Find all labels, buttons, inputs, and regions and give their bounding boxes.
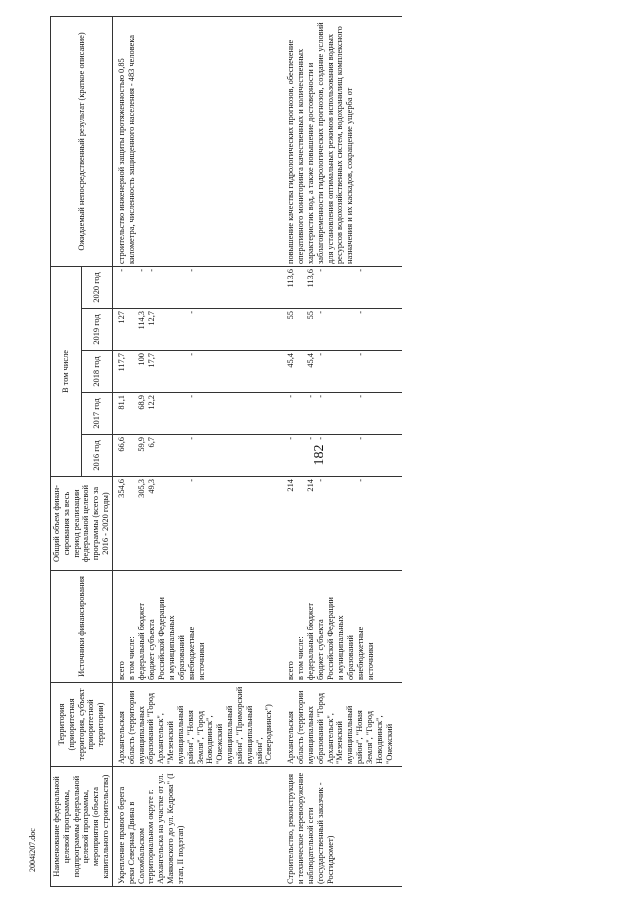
row-2017 — [282, 393, 402, 435]
cell-line: образований — [176, 635, 186, 680]
cell-line — [157, 479, 167, 568]
cell-line: 12,7 — [146, 311, 156, 326]
cell-line — [296, 395, 306, 432]
cell-line: - — [316, 395, 326, 398]
cell-line — [336, 311, 346, 348]
cell-line: образований — [346, 635, 356, 680]
row-result: строительство инженерной защиты протяженностью 0,85 километра, численность защищенного населения - 483 человека — [112, 17, 282, 267]
cell-line: - — [186, 479, 196, 482]
cell-line — [366, 479, 376, 568]
cell-line: в том числе: — [126, 636, 136, 680]
cell-line: - — [186, 353, 196, 356]
cell-line: 127 — [116, 311, 126, 324]
cell-line — [177, 269, 187, 306]
cell-line — [197, 353, 207, 390]
row-territory: Архангельская область (территории муниципальных образований "Город Архангельск", "Мезенский муниципальный район", "Новая Земля", "Город Новодвинск", "Онежский — [282, 683, 402, 767]
cell-line — [167, 353, 177, 390]
cell-line: 81,1 — [116, 395, 126, 410]
cell-line: 12,2 — [146, 395, 156, 410]
cell-line: - — [356, 353, 366, 356]
cell-line — [366, 269, 376, 306]
header-year-2019: 2019 год — [81, 309, 112, 351]
row-territory: Архангельская область (территории муниципальных образований "Город Архангельск", "Мезенский муниципальный район", "Новая Земля", "Город Новодвинск", "Онежский муниципальный район", "Приморский муниципальный район", "Северодвинск") — [112, 683, 282, 767]
row-2017 — [112, 393, 282, 435]
cell-line: - — [316, 479, 326, 482]
cell-line: - — [286, 395, 296, 398]
cell-line: 100 — [136, 353, 146, 366]
cell-line — [296, 311, 306, 348]
table-row — [112, 17, 282, 887]
cell-line: - — [356, 269, 366, 272]
cell-line: - — [186, 437, 196, 440]
cell-line — [296, 437, 306, 474]
cell-line: - — [306, 437, 316, 440]
cell-line — [336, 269, 346, 306]
cell-line: 55 — [306, 311, 316, 320]
cell-line: бюджет субъекта — [146, 619, 156, 680]
row-total — [282, 477, 402, 571]
cell-line — [336, 479, 346, 568]
cell-line — [197, 311, 207, 348]
cell-line: всего — [286, 661, 296, 680]
cell-line: 114,3 — [136, 311, 146, 330]
header-result: Ожидаемый непосредственный результат (краткое описание) — [51, 17, 113, 267]
cell-line: в том числе: — [296, 636, 306, 680]
cell-line: - — [316, 353, 326, 356]
cell-line — [326, 395, 336, 432]
cell-line — [127, 353, 137, 390]
cell-line — [326, 353, 336, 390]
cell-line — [157, 437, 167, 474]
cell-line: - — [316, 269, 326, 272]
cell-line: - — [186, 269, 196, 272]
cell-line — [336, 437, 346, 474]
cell-line — [167, 311, 177, 348]
page-number: 182 — [312, 444, 327, 466]
row-sources — [282, 571, 402, 683]
row-sources — [112, 571, 282, 683]
row-2019 — [282, 309, 402, 351]
cell-line: 66,6 — [116, 437, 126, 452]
cell-line: всего — [116, 661, 126, 680]
cell-line: - — [356, 479, 366, 482]
cell-line — [346, 353, 356, 390]
cell-line — [197, 269, 207, 306]
cell-line — [366, 353, 376, 390]
cell-line: Российской Федерации — [326, 597, 336, 680]
cell-line — [177, 353, 187, 390]
cell-line — [336, 395, 346, 432]
cell-line: источники — [196, 642, 206, 680]
header-sources: Источники финансирования — [51, 571, 113, 683]
cell-line — [127, 311, 137, 348]
cell-line: федеральный бюджет — [306, 602, 316, 680]
cell-line: Российской Федерации — [156, 597, 166, 680]
cell-line: 113,6 — [306, 269, 316, 288]
cell-line: 214 — [306, 479, 316, 492]
footer-file-code: 2004i207.doc — [28, 828, 37, 872]
cell-line — [366, 437, 376, 474]
cell-line — [167, 395, 177, 432]
cell-line — [197, 395, 207, 432]
cell-line: внебюджетные — [356, 626, 366, 680]
cell-line: 55 — [286, 311, 296, 320]
cell-line — [197, 437, 207, 474]
cell-line — [177, 395, 187, 432]
cell-line — [127, 269, 137, 306]
cell-line — [157, 395, 167, 432]
header-year-2018: 2018 год — [81, 351, 112, 393]
cell-line: источники — [366, 642, 376, 680]
cell-line — [296, 479, 306, 568]
cell-line: 17,7 — [146, 353, 156, 368]
row-2018 — [282, 351, 402, 393]
cell-line — [346, 395, 356, 432]
table-row — [282, 17, 402, 887]
cell-line: бюджет субъекта — [316, 619, 326, 680]
cell-line: 6,7 — [146, 437, 156, 448]
cell-line: внебюджетные — [186, 626, 196, 680]
cell-line: - — [146, 269, 156, 272]
cell-line — [167, 437, 177, 474]
header-name: Наименование федеральной целевой программы, подпрограммы федеральной целевой программы, мероприятия (объекта капитального строительства) — [51, 767, 113, 887]
cell-line — [127, 479, 137, 568]
cell-line: - — [116, 269, 126, 272]
cell-line — [326, 437, 336, 474]
cell-line: 305,3 — [136, 479, 146, 498]
cell-line: - — [306, 395, 316, 398]
row-result: повышение качества гидрологических прогнозов, обеспечение оперативного мониторинга качественных и количественных характеристик вод, а также повышение достоверности и заблаговременности гидрологических прогнозов, создание условий для установления оптимальных режимов использования водных ресурсов водохозяйственных систем, водохранилищ комплексного назначения и их каскадов, сокращение ущерба от — [282, 17, 402, 267]
cell-line: и муниципальных — [166, 615, 176, 680]
row-total — [112, 477, 282, 571]
row-2019 — [112, 309, 282, 351]
cell-line — [197, 479, 207, 568]
cell-line: - — [316, 437, 326, 440]
cell-line: 45,4 — [286, 353, 296, 368]
cell-line: 45,4 — [306, 353, 316, 368]
financing-table — [50, 16, 402, 887]
row-2016 — [282, 435, 402, 477]
cell-line: - — [356, 437, 366, 440]
cell-line: - — [186, 311, 196, 314]
cell-line — [346, 311, 356, 348]
row-2020 — [112, 267, 282, 309]
cell-line: 113,6 — [286, 269, 296, 288]
cell-line — [177, 437, 187, 474]
cell-line: - — [136, 269, 146, 272]
cell-line — [127, 395, 137, 432]
row-name: Укрепление правого берега реки Северная Двина в Соломбальском территориальном округе г. Архангельска на участке от ул. Маяковского до ул. Кедрова" (I этап, II подэтап) — [112, 767, 282, 887]
cell-line — [326, 479, 336, 568]
cell-line: - — [186, 395, 196, 398]
cell-line: - — [356, 395, 366, 398]
cell-line — [326, 269, 336, 306]
cell-line — [157, 353, 167, 390]
cell-line — [326, 311, 336, 348]
cell-line: 354,6 — [116, 479, 126, 498]
cell-line: - — [356, 311, 366, 314]
cell-line — [177, 479, 187, 568]
cell-line — [366, 395, 376, 432]
cell-line: 214 — [286, 479, 296, 492]
cell-line: федеральный бюджет — [136, 602, 146, 680]
header-territory: Территория (приоритетная территория, субъект приоритетной территории) — [51, 683, 113, 767]
cell-line — [157, 311, 167, 348]
cell-line: 68,9 — [136, 395, 146, 410]
cell-line — [167, 479, 177, 568]
cell-line — [336, 353, 346, 390]
header-year-2017: 2017 год — [81, 393, 112, 435]
rotated-program-table — [50, 17, 610, 887]
cell-line — [296, 269, 306, 306]
row-name: Строительство, реконструкция и техническое перевооружение наблюдательной сети (государственный заказчик - Росгидромет) — [282, 767, 402, 887]
header-including: В том числе — [51, 267, 82, 477]
cell-line — [346, 479, 356, 568]
cell-line — [177, 311, 187, 348]
row-2016 — [112, 435, 282, 477]
cell-line: 49,3 — [146, 479, 156, 494]
row-2018 — [112, 351, 282, 393]
cell-line — [167, 269, 177, 306]
header-year-2020: 2020 год — [81, 267, 112, 309]
cell-line — [157, 269, 167, 306]
cell-line — [366, 311, 376, 348]
cell-line: 59,9 — [136, 437, 146, 452]
row-2020 — [282, 267, 402, 309]
cell-line: 117,7 — [116, 353, 126, 372]
cell-line — [127, 437, 137, 474]
header-total: Общий объем финан-сирования за весь период реализации федеральной целевой программы (всего за 2016 - 2020 годы) — [51, 477, 113, 571]
cell-line: - — [286, 437, 296, 440]
header-year-2016: 2016 год — [81, 435, 112, 477]
cell-line — [296, 353, 306, 390]
cell-line: - — [316, 311, 326, 314]
cell-line: и муниципальных — [336, 615, 346, 680]
cell-line — [346, 269, 356, 306]
cell-line — [346, 437, 356, 474]
